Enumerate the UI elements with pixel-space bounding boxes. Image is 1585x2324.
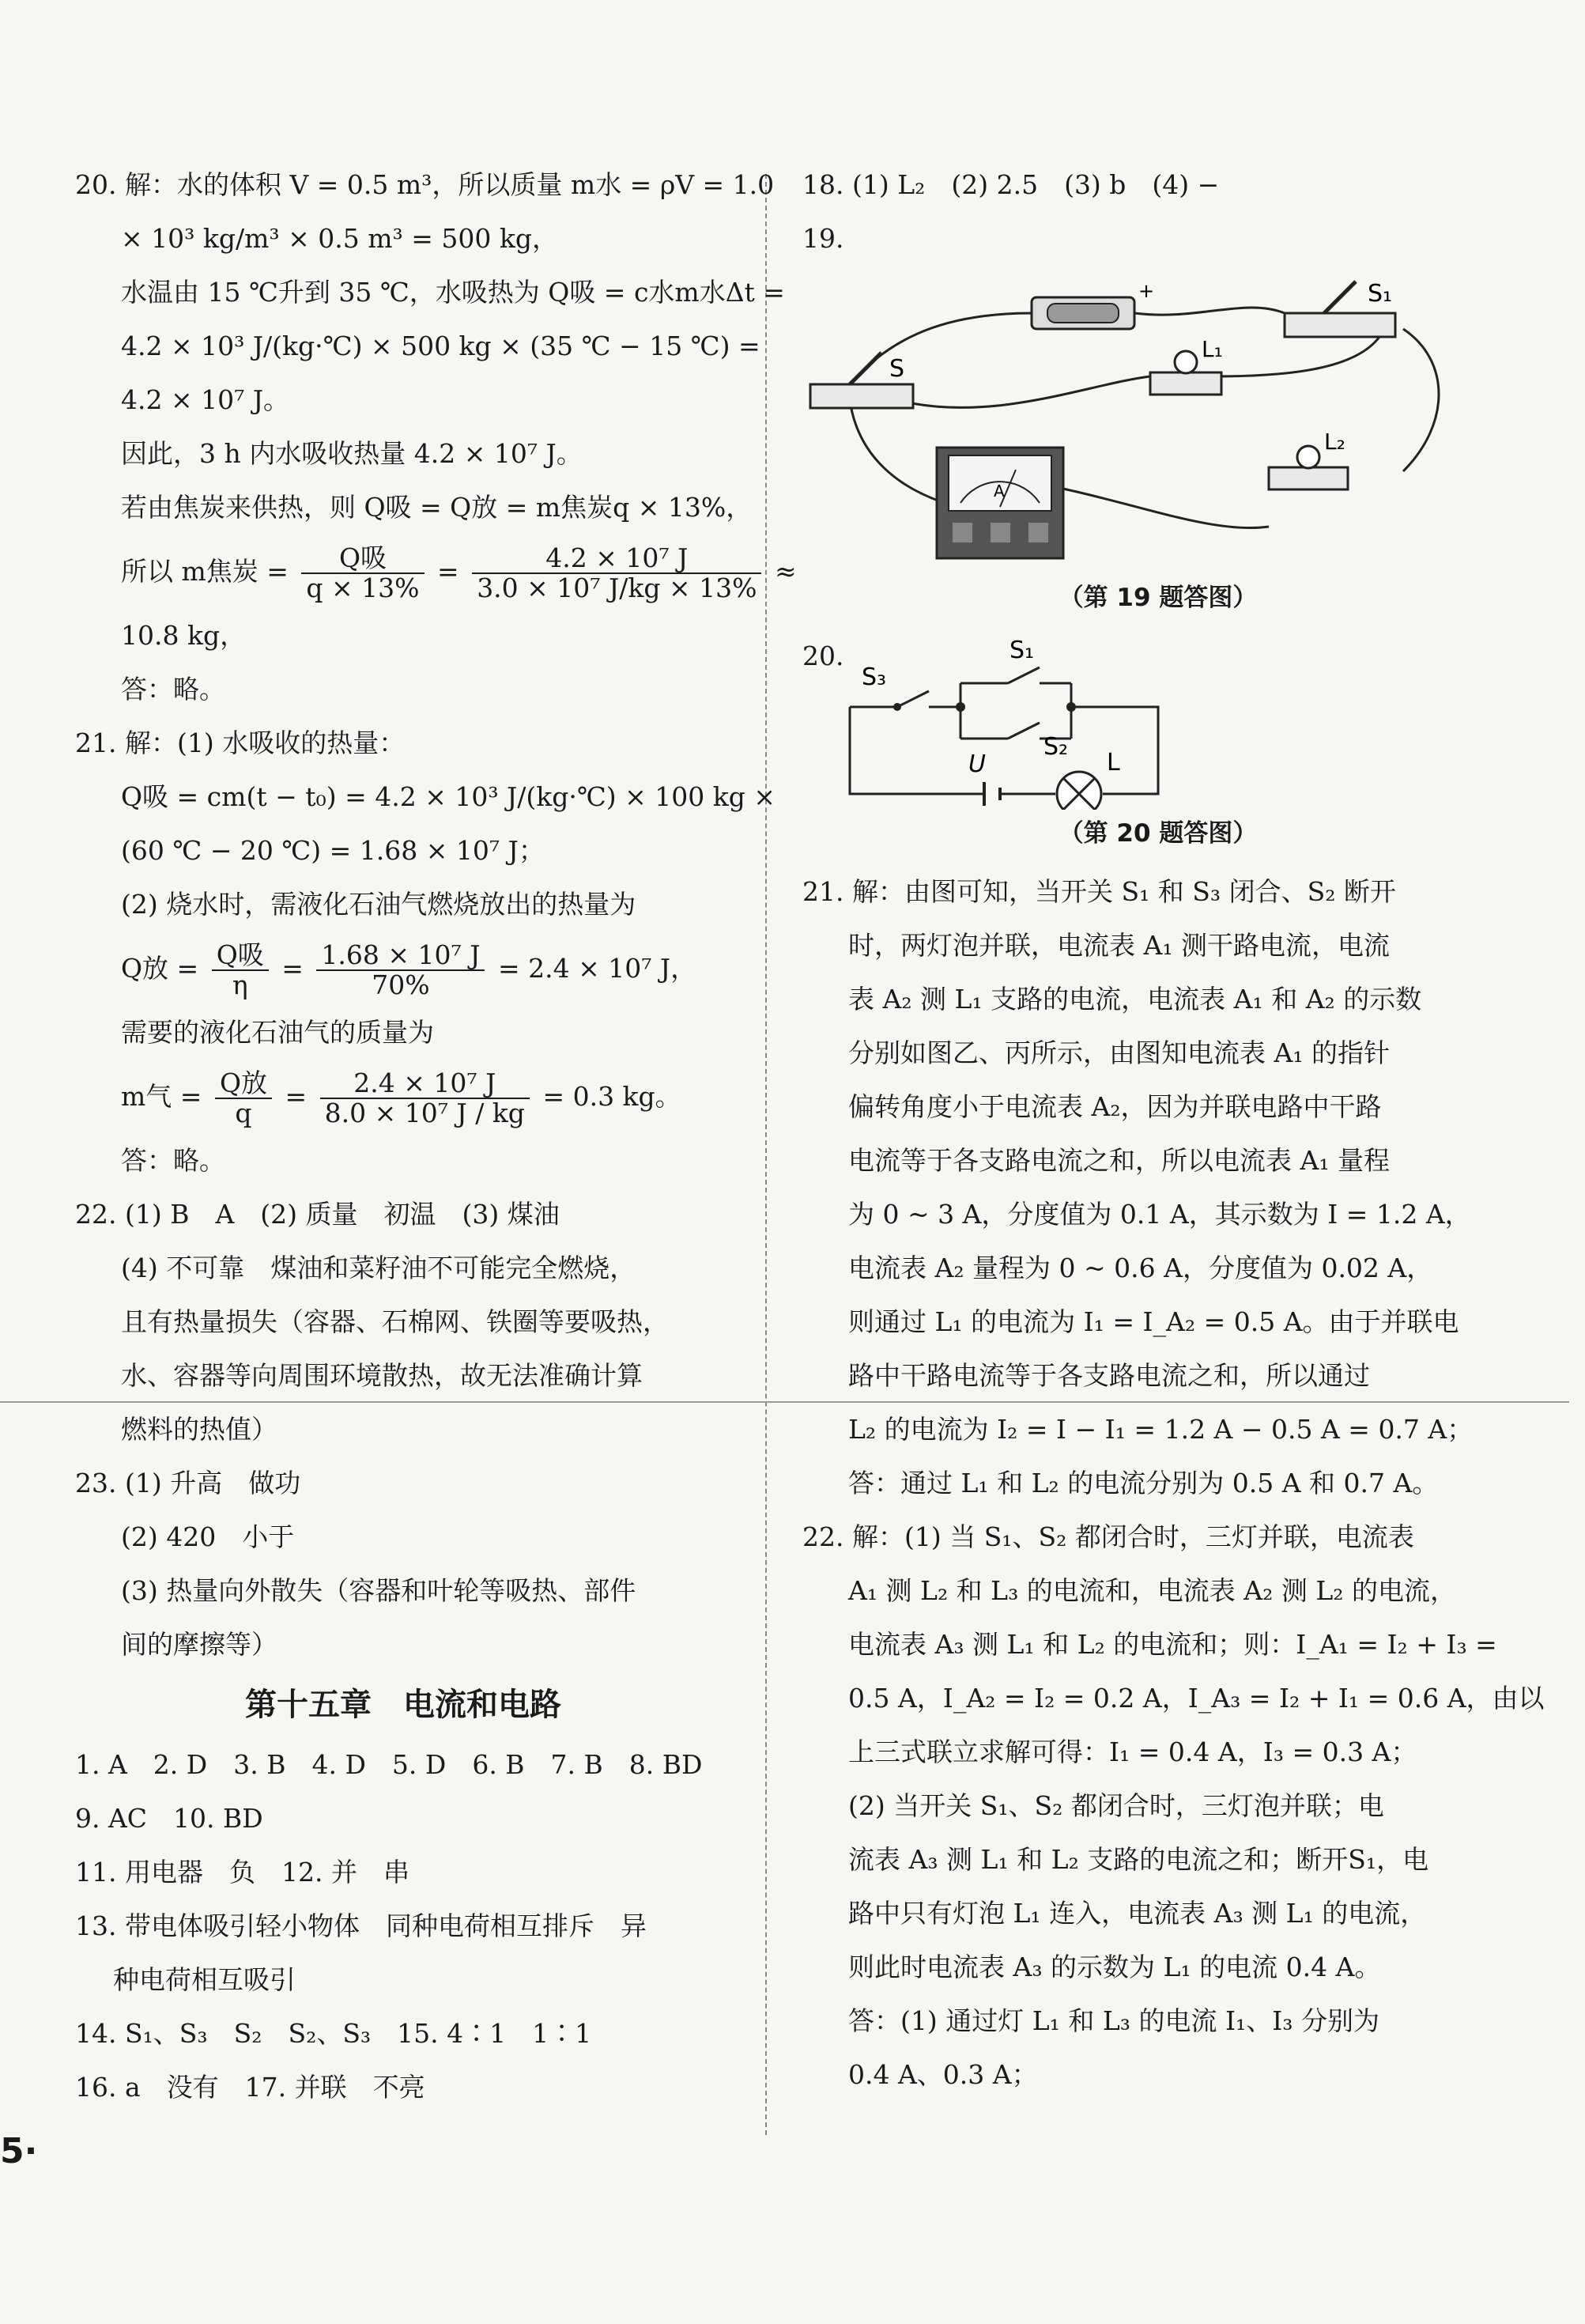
question-number: 20. — [802, 641, 844, 671]
text-line: 21. 解：由图可知，当开关 S₁ 和 S₃ 闭合、S₂ 断开 — [802, 876, 1396, 907]
text-line: 21. 解：(1) 水吸收的热量： — [75, 727, 406, 758]
text-line: 路中干路电流等于各支路电流之和，所以通过 — [848, 1360, 1370, 1391]
text-line: 燃料的热值） — [121, 1414, 277, 1445]
figure-20 — [802, 636, 1514, 810]
fraction: $\frac{\text{4.2 × 10⁷ J}}{\text{3.0 × 10⁷ J/kg × 13\%}}$ — [472, 544, 761, 603]
text-line: (2) 420 小于 — [121, 1521, 295, 1552]
text-line: 电流表 A₂ 量程为 0 ~ 0.6 A，分度值为 0.02 A， — [848, 1253, 1433, 1283]
text-line: 答：略。 — [121, 674, 225, 705]
answer-line: 11. 用电器 负 12. 并 串 — [75, 1857, 409, 1888]
text-line: 0.4 A、0.3 A； — [848, 2059, 1038, 2090]
page-number: 5· — [0, 2131, 38, 2171]
fraction: $\frac{\text{Q吸}}{\eta}$ — [212, 941, 269, 1000]
text-line: 则此时电流表 A₃ 的示数为 L₁ 的电流 0.4 A。 — [848, 1952, 1381, 1982]
fraction: $\frac{\text{2.4 × 10⁷ J}}{\text{8.0 × 10⁷ J / kg}}$ — [320, 1069, 530, 1128]
text-line: 0.5 A，I_A₂ = I₂ = 0.2 A，I_A₃ = I₂ + I₁ = 0.6 A，由以 — [848, 1683, 1545, 1714]
answer-line: 种电荷相互吸引 — [113, 1964, 296, 1995]
question-number: 19. — [802, 223, 844, 254]
text-line: 为 0 ~ 3 A，分度值为 0.1 A，其示数为 I = 1.2 A， — [848, 1199, 1471, 1230]
svg-text:+: + — [1138, 280, 1155, 302]
answer-line: 13. 带电体吸引轻小物体 同种电荷相互排斥 异 — [75, 1910, 647, 1941]
svg-text:U: U — [968, 750, 986, 778]
left-column — [75, 158, 797, 2114]
svg-text:S₂: S₂ — [1043, 733, 1069, 761]
answer-line: 18. (1) L₂ (2) 2.5 (3) b (4) − — [802, 169, 1220, 200]
text-line: 23. (1) 升高 做功 — [75, 1468, 301, 1498]
figure-19 — [802, 266, 1514, 582]
text-line: (2) 当开关 S₁、S₂ 都闭合时，三灯泡并联；电 — [848, 1790, 1384, 1821]
text-line: 答：略。 — [121, 1145, 225, 1176]
text-line: 22. 解：(1) 当 S₁、S₂ 都闭合时，三灯并联，电流表 — [802, 1521, 1414, 1552]
chapter-title: 第十五章 电流和电路 — [245, 1687, 561, 1723]
answer-line: 14. S₁、S₃ S₂ S₂、S₃ 15. 4∶1 1∶1 — [75, 2018, 592, 2049]
svg-text:S: S — [889, 355, 905, 383]
fraction: $\frac{\text{1.68 × 10⁷ J}}{70\%}$ — [316, 941, 485, 1000]
text-line: 若由焦炭来供热，则 Q吸 = Q放 = m焦炭q × 13%， — [121, 492, 753, 523]
text-line: 电流等于各支路电流之和，所以电流表 A₁ 量程 — [848, 1145, 1391, 1176]
ammeter — [937, 448, 1063, 558]
column-divider — [765, 174, 767, 2135]
text-line: 电流表 A₃ 测 L₁ 和 L₂ 的电流和；则：I_A₁ = I₂ + I₃ = — [848, 1629, 1497, 1660]
text-line: 间的摩擦等） — [121, 1629, 277, 1660]
fraction: $\frac{\text{Q放}}{q}$ — [215, 1069, 272, 1128]
text-line: 且有热量损失（容器、石棉网、铁圈等要吸热， — [121, 1306, 669, 1337]
text-line: 10.8 kg， — [121, 620, 247, 651]
text-line: 水、容器等向周围环境散热，故无法准确计算 — [121, 1360, 643, 1391]
text-line: A₁ 测 L₂ 和 L₃ 的电流和，电流表 A₂ 测 L₂ 的电流， — [848, 1575, 1456, 1606]
text-line: 答：通过 L₁ 和 L₂ 的电流分别为 0.5 A 和 0.7 A。 — [848, 1468, 1439, 1498]
text-line: 20. 解：水的体积 V = 0.5 m³，所以质量 m水 = ρV = 1.0 — [75, 169, 775, 200]
lamp-l2 — [1269, 429, 1348, 489]
figure-19-caption: （第 19 题答图） — [1059, 584, 1258, 612]
formula-gas-mass: m气 = $\frac{\text{Q放}}{q}$ = $\frac{\text{2.4 × 10⁷ J}}{\text{8.0 × 10⁷ J / kg}}$ = 0.3 kg。 — [121, 1068, 681, 1128]
switch-s1 — [1285, 280, 1395, 337]
text-line: Q吸 = cm(t − t₀) = 4.2 × 10³ J/(kg·℃) × 100 kg × — [121, 781, 776, 812]
answer-line: 1. A 2. D 3. B 4. D 5. D 6. B 7. B 8. BD — [75, 1749, 703, 1780]
svg-text:L₂: L₂ — [1324, 429, 1345, 455]
text-line: (4) 不可靠 煤油和菜籽油不可能完全燃烧， — [121, 1253, 636, 1283]
text-line: (2) 烧水时，需液化石油气燃烧放出的热量为 — [121, 889, 636, 920]
right-column — [802, 158, 1545, 2102]
svg-text:A: A — [994, 482, 1005, 501]
text-line: 因此，3 h 内水吸收热量 4.2 × 10⁷ J。 — [121, 438, 583, 469]
formula-coke-mass: 所以 m焦炭 = $\frac{\text{Q吸}}{q \times 13\%}$ = $\frac{\text{4.2 × 10⁷ J}}{\text{3.0 × 10⁷ J/kg × 13\%}}$ ≈ — [121, 542, 797, 603]
text-line: 则通过 L₁ 的电流为 I₁ = I_A₂ = 0.5 A。由于并联电 — [848, 1306, 1459, 1337]
figure-20-caption: （第 20 题答图） — [1059, 819, 1258, 848]
svg-text:L: L — [1107, 749, 1120, 777]
text-line: 上三式联立求解可得：I₁ = 0.4 A，I₃ = 0.3 A； — [848, 1736, 1417, 1767]
circuit-schematic — [802, 636, 1514, 810]
text-line: L₂ 的电流为 I₂ = I − I₁ = 1.2 A − 0.5 A = 0.7 A； — [848, 1414, 1474, 1445]
text-line: (3) 热量向外散失（容器和叶轮等吸热、部件 — [121, 1575, 636, 1606]
text-line: 4.2 × 10⁷ J。 — [121, 384, 290, 415]
text-line: × 10³ kg/m³ × 0.5 m³ = 500 kg， — [121, 223, 558, 254]
answer-line: 16. a 没有 17. 并联 不亮 — [75, 2072, 425, 2103]
circuit-photo-diagram — [802, 266, 1514, 582]
text-line: 4.2 × 10³ J/(kg·℃) × 500 kg × (35 ℃ − 15 ℃) = — [121, 331, 760, 361]
text-line: 答：(1) 通过灯 L₁ 和 L₃ 的电流 I₁、I₃ 分别为 — [848, 2005, 1379, 2036]
svg-text:L₁: L₁ — [1202, 336, 1223, 362]
lamp-l1 — [1150, 336, 1223, 395]
text-line: 分别如图乙、丙所示，由图知电流表 A₁ 的指针 — [848, 1037, 1391, 1068]
switch-s — [810, 353, 913, 408]
text-line: 水温由 15 ℃升到 35 ℃，水吸热为 Q吸 = c水m水Δt = — [121, 277, 785, 308]
fraction: $\frac{\text{Q吸}}{q \times 13\%}$ — [301, 544, 424, 603]
text-line: 时，两灯泡并联，电流表 A₁ 测干路电流，电流 — [848, 930, 1391, 961]
text-line: (60 ℃ − 20 ℃) = 1.68 × 10⁷ J； — [121, 835, 545, 866]
text-line: 偏转角度小于电流表 A₂，因为并联电路中干路 — [848, 1091, 1382, 1122]
svg-text:S₁: S₁ — [1009, 637, 1035, 664]
text-line: 路中只有灯泡 L₁ 连入，电流表 A₃ 测 L₁ 的电流， — [848, 1898, 1427, 1929]
text-line: 流表 A₃ 测 L₁ 和 L₂ 支路的电流之和；断开S₁，电 — [848, 1844, 1429, 1875]
answer-line: 9. AC 10. BD — [75, 1803, 263, 1834]
svg-text:S₁: S₁ — [1368, 280, 1393, 308]
text-line: 22. (1) B A (2) 质量 初温 (3) 煤油 — [75, 1199, 560, 1230]
text-line: 表 A₂ 测 L₁ 支路的电流，电流表 A₁ 和 A₂ 的示数 — [848, 984, 1422, 1015]
formula-heat-released: Q放 = $\frac{\text{Q吸}}{\eta}$ = $\frac{\text{1.68 × 10⁷ J}}{70\%}$ = 2.4 × 10⁷ J， — [121, 939, 697, 1000]
battery — [1032, 280, 1154, 329]
svg-text:S₃: S₃ — [862, 663, 887, 691]
text-line: 需要的液化石油气的质量为 — [121, 1017, 434, 1048]
